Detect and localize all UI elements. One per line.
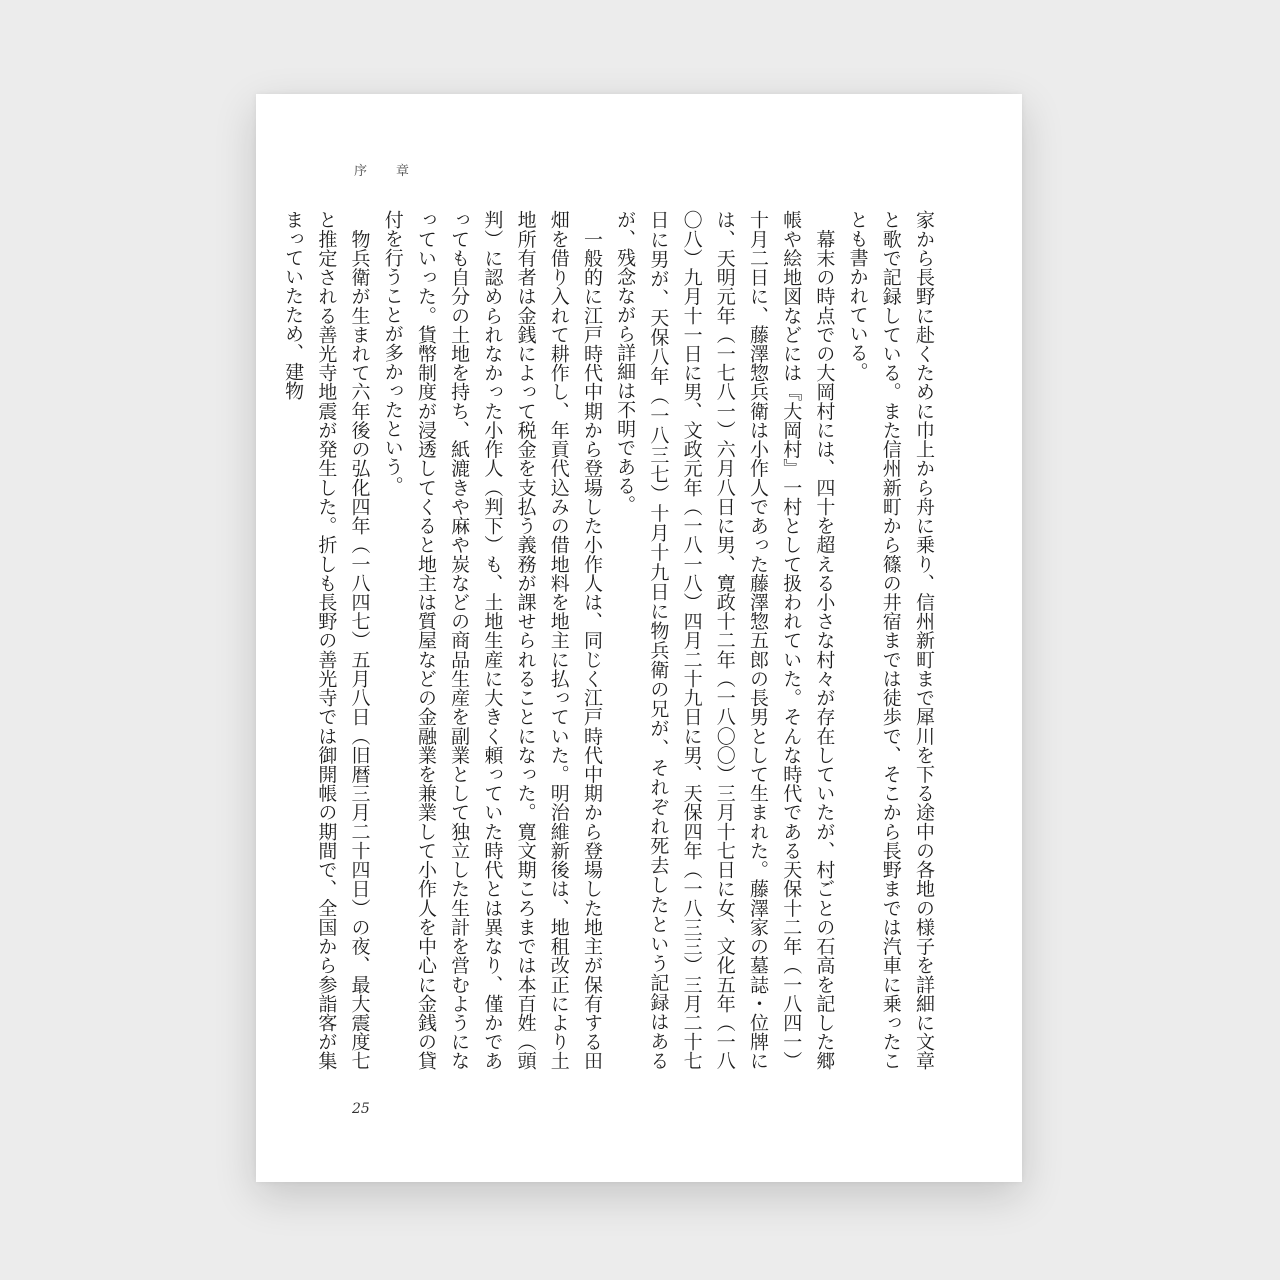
body-text: [282, 210, 940, 1071]
paragraph-3: 一般的に江戸時代中期から登場した小作人は、同じく江戸時代中期から登場した地主が保有する田畑を借り入れて耕作し、年貢代込みの借地料を地主に払っていた。明治維新後は、地租改正により土地所有者は金銭によって税金を支払う義務が課せられることになった。寛文期ころまでは本百姓（頭判）に認められなかった小作人（判下）も、土地生産に大きく頼っていた時代とは異なり、僅かであっても自分の土地を持ち、紙漉きや麻や炭などの商品生産を副業として独立した生計を営むようになっていった。貨幣制度が浸透してくると地主は質屋などの金融業を兼業して小作人を中心に金銭の貸付を行うことが多かったという。: [381, 210, 603, 1071]
book-page: [256, 94, 1022, 1182]
paragraph-4: 物兵衛が生まれて六年後の弘化四年（一八四七）五月八日（旧暦三月二十四日）の夜、最大震度七と推定される善光寺地震が発生した。折しも長野の善光寺では御開帳の期間で、全国から参詣客が集まっていたため、建物: [282, 210, 371, 1071]
paragraph-1: 家から長野に赴くために巾上から舟に乗り、信州新町まで犀川を下る途中の各地の様子を詳細に文章と歌で記録している。また信州新町から篠の井宿までは徒歩で、そこから長野までは汽車に乗ったことも書かれている。: [846, 210, 935, 1071]
running-head: 序 章: [354, 164, 418, 179]
paragraph-2: 幕末の時点での大岡村には、四十を超える小さな村々が存在していたが、村ごとの石高を記した郷帳や絵地図などには『大岡村』一村として扱われていた。そんな時代である天保十二年（一八四一）十月二日に、藤澤惣兵衛は小作人であった藤澤惣五郎の長男として生まれた。藤澤家の墓誌・位牌には、天明元年（一七八一）六月八日に男、寛政十二年（一八〇〇）三月十七日に女、文化五年（一八〇八）九月十一日に男、文政元年（一八一八）四月二十九日に男、天保四年（一八三三）三月二十七日に男が、天保八年（一八三七）十月十九日に物兵衛の兄が、それぞれ死去したという記録はあるが、残念ながら詳細は不明である。: [614, 210, 836, 1071]
page-number: 25: [352, 1101, 370, 1117]
